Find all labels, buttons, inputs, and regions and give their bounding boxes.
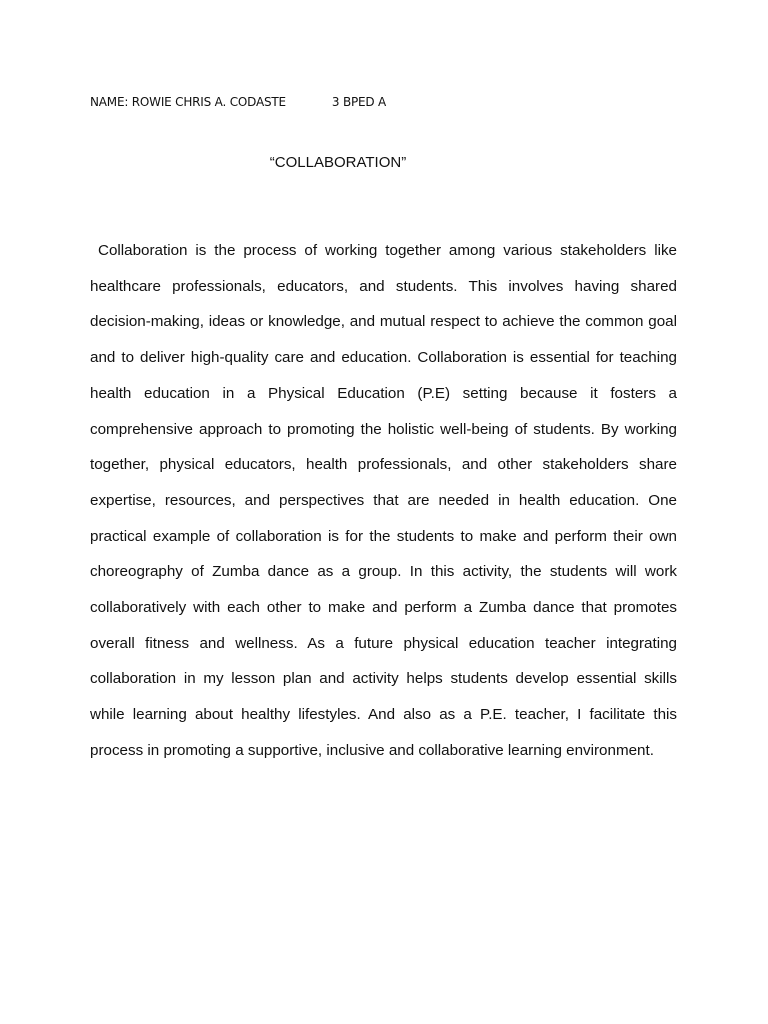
essay-title: “COLLABORATION” — [269, 154, 407, 171]
student-name: NAME: ROWIE CHRIS A. CODASTE — [90, 95, 286, 109]
header-line — [90, 95, 386, 109]
class-section: 3 BPED A — [331, 95, 387, 109]
essay-body: Collaboration is the process of working together among various stakeholders like healthcare professionals, educators, and students. This involves having shared decision-making, ideas or knowledge, and mutual respect to achieve the common goal and to deliver high-quality care and education. Collaboration is essential for teaching health education in a Physical Education (P.E) setting because it fosters a comprehensive approach to promoting the holistic well-being of students. By working together, physical educators, health professionals, and other stakeholders share expertise, resources, and perspectives that are needed in health education. One practical example of collaboration is for the students to make and perform their own choreography of Zumba dance as a group. In this activity, the students will work collaboratively with each other to make and perform a Zumba dance that promotes overall fitness and wellness. As a future physical education teacher integrating collaboration in my lesson plan and activity helps students develop essential skills while learning about healthy lifestyles. And also as a P.E. teacher, I facilitate this process in promoting a supportive, inclusive and collaborative learning environment. — [90, 242, 677, 759]
